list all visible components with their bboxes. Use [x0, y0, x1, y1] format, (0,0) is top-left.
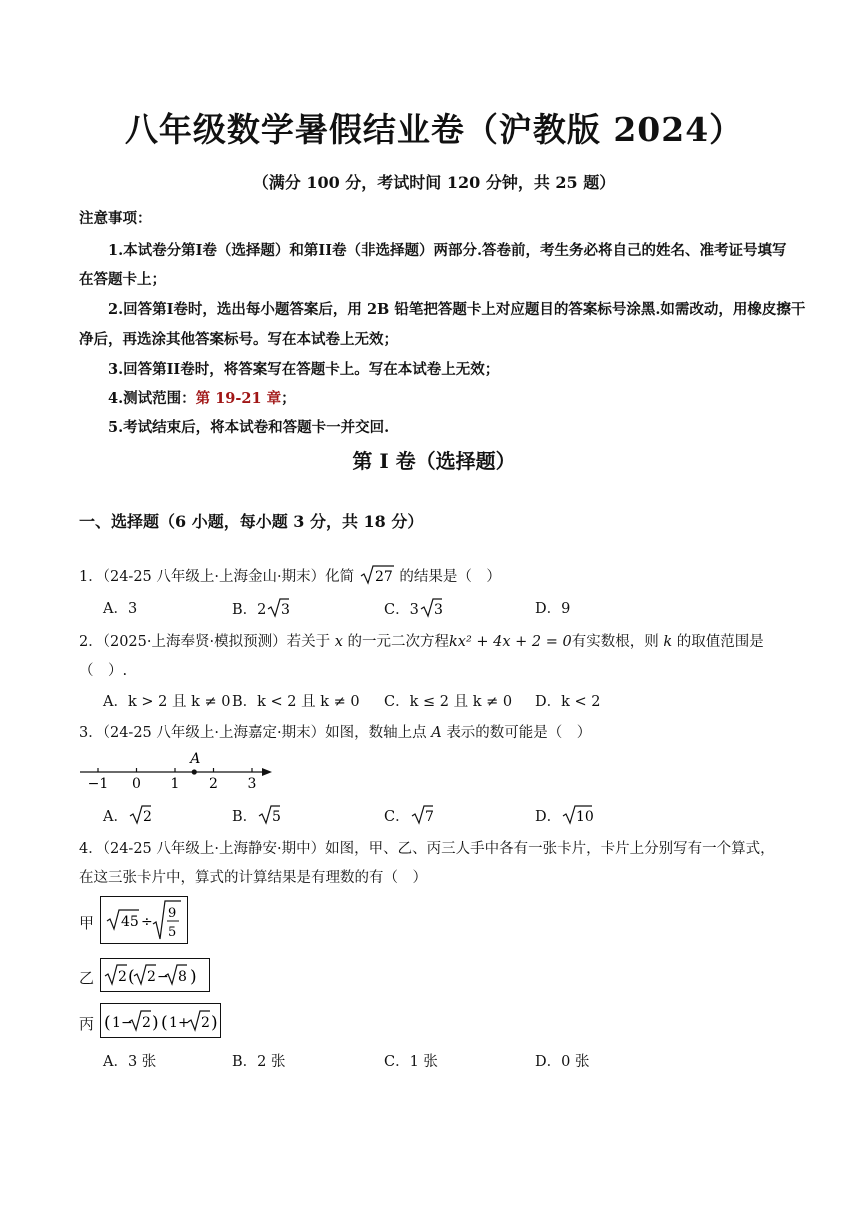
exam-subtitle: （满分 100 分，考试时间 120 分钟，共 25 题）	[252, 173, 616, 192]
notes-item-1-cont: 在答题卡上；	[79, 271, 166, 288]
tick-label: 2	[209, 776, 218, 792]
q1-option-a[interactable]: A．3	[103, 601, 138, 617]
question-1-stem	[79, 564, 501, 586]
coefficient: 2	[257, 602, 267, 618]
notes-item-2: 2.回答第I卷时，选出每小题答案后，用 2B 铅笔把答题卡上对应题目的答案标号涂黑.如需改动，用橡皮擦干	[108, 301, 806, 318]
radicand: 2	[118, 969, 127, 985]
equation: kx² + 4x + 2 = 0	[449, 634, 572, 650]
q2-option-a[interactable]: A．k > 2 且 k ≠ 0	[103, 694, 231, 710]
q3-option-d[interactable]	[535, 804, 593, 826]
question-3-text: 3．（24-25 八年级上·上海嘉定·期末）如图，数轴上点	[79, 725, 427, 741]
question-2-stem-cont: （ ）.	[79, 663, 128, 679]
tick-labels	[88, 776, 257, 792]
test-range: 第 19-21 章	[195, 390, 282, 407]
tick-label: 3	[247, 776, 257, 792]
sqrt-10-icon	[561, 804, 593, 826]
q2-option-c[interactable]: C．k ≤ 2 且 k ≠ 0	[384, 694, 513, 710]
card-bing	[100, 1003, 221, 1038]
card-label-yi: 乙	[79, 969, 95, 987]
notes-item-2-cont: 净后，再选涂其他答案标号。写在本试卷上无效；	[79, 331, 398, 348]
exam-title: 八年级数学暑假结业卷（沪教版 2024）	[124, 110, 744, 149]
card-jia-expression	[101, 897, 189, 945]
option-label: B．	[232, 809, 258, 825]
number-line-figure	[76, 748, 276, 794]
section-title: 第 I 卷（选择题）	[352, 449, 516, 473]
card-yi-expression	[101, 959, 211, 993]
q4-option-c[interactable]: C．1 张	[384, 1054, 438, 1070]
minus-sign: −	[121, 1015, 133, 1031]
sqrt-2-icon	[128, 804, 152, 826]
card-bing-expression	[101, 1004, 222, 1039]
point-a-label: A	[190, 751, 201, 767]
number-one: 1	[169, 1015, 178, 1031]
fraction-denominator: 5	[168, 925, 177, 940]
q1-option-c[interactable]	[384, 597, 443, 619]
q2-option-d[interactable]: D．k < 2	[535, 694, 601, 710]
card-label-bing: 丙	[79, 1015, 95, 1033]
svg-text:(: (	[161, 1013, 168, 1033]
notes-item-4-suffix: ；	[281, 390, 296, 407]
question-4-stem-cont: 在这三张卡片中，算式的计算结果是有理数的有（ ）	[79, 870, 427, 886]
svg-text:): )	[211, 1013, 218, 1033]
radicand: 45	[121, 914, 139, 930]
option-label: C．	[384, 602, 410, 618]
radicand: 3	[281, 602, 291, 618]
option-label: B．	[232, 602, 258, 618]
option-label: D．	[535, 809, 562, 825]
notes-item-4-prefix: 4.测试范围：	[108, 390, 196, 407]
point-name: A	[431, 725, 442, 741]
notes-heading: 注意事项：	[79, 210, 152, 227]
tick-label: −1	[87, 776, 109, 792]
radicand: 2	[201, 1015, 210, 1031]
question-4-stem: 4．（24-25 八年级上·上海静安·期中）如图，甲、乙、丙三人手中各有一张卡片，卡片上分别写有一个算式，	[79, 841, 775, 857]
number-one: 1	[112, 1015, 121, 1031]
radicand: 7	[424, 809, 434, 825]
tick-label: 1	[170, 776, 180, 792]
card-yi	[100, 958, 210, 992]
question-2-text-end: 的取值范围是	[676, 634, 764, 650]
card-jia	[100, 896, 188, 944]
sqrt-3-icon	[419, 597, 443, 619]
question-2-text-mid: 的一元二次方程	[347, 634, 449, 650]
radicand: 2	[142, 1015, 151, 1031]
option-label: C．	[384, 809, 410, 825]
radicand: 2	[147, 969, 156, 985]
q1-option-b[interactable]	[232, 597, 290, 619]
sqrt-5-icon	[257, 804, 281, 826]
svg-text:): )	[190, 967, 197, 987]
question-2-text: 2．（2025·上海奉贤·模拟预测）若关于	[79, 634, 331, 650]
q4-option-a[interactable]: A．3 张	[103, 1054, 157, 1070]
notes-item-4	[108, 387, 296, 408]
sqrt-7-icon	[410, 804, 434, 826]
radicand: 8	[178, 969, 187, 985]
question-1-text: 1．（24-25 八年级上·上海金山·期末）化简	[79, 569, 355, 585]
part-title: 一、选择题（6 小题，每小题 3 分，共 18 分）	[79, 512, 424, 531]
divide-sign: ÷	[141, 914, 153, 930]
variable-x: x	[334, 634, 343, 650]
question-2-text-mid2: 有实数根，则	[571, 634, 659, 650]
q4-option-b[interactable]: B．2 张	[232, 1054, 286, 1070]
radicand: 27	[374, 569, 393, 585]
question-2-stem	[79, 630, 764, 651]
coefficient: 3	[409, 602, 419, 618]
q2-option-b[interactable]: B．k < 2 且 k ≠ 0	[232, 694, 360, 710]
svg-text:(: (	[104, 1013, 111, 1033]
radicand: 2	[142, 809, 152, 825]
sqrt-27-icon	[359, 564, 395, 586]
card-label-jia: 甲	[79, 914, 95, 932]
tick-label: 0	[132, 776, 141, 792]
q3-option-a[interactable]	[103, 804, 152, 826]
minus-sign: −	[157, 969, 169, 985]
radicand: 10	[576, 809, 594, 825]
radicand: 5	[272, 809, 282, 825]
svg-text:(: (	[128, 967, 135, 987]
question-3-text-end: 表示的数可能是（ ）	[446, 725, 592, 741]
notes-item-5: 5.考试结束后，将本试卷和答题卡一并交回.	[108, 419, 390, 436]
fraction-numerator: 9	[168, 906, 177, 921]
q4-option-d[interactable]: D．0 张	[535, 1054, 590, 1070]
sqrt-3-icon	[266, 597, 290, 619]
q1-option-d[interactable]: D．9	[535, 601, 571, 617]
arrow-right-icon	[262, 768, 272, 776]
notes-item-3: 3.回答第II卷时，将答案写在答题卡上。写在本试卷上无效；	[108, 361, 500, 378]
option-label: A．	[103, 809, 128, 825]
svg-text:): )	[152, 1013, 159, 1033]
point-a-marker	[192, 769, 197, 774]
notes-item-1: 1.本试卷分第I卷（选择题）和第II卷（非选择题）两部分.答卷前，考生务必将自己的姓名、准考证号填写	[108, 242, 787, 259]
question-3-stem	[79, 721, 591, 742]
radicand: 3	[433, 602, 443, 618]
question-1-text-end: 的结果是（ ）	[399, 569, 501, 585]
q3-option-b[interactable]	[232, 804, 281, 826]
variable-k: k	[663, 634, 673, 650]
plus-sign: +	[178, 1015, 190, 1031]
q3-option-c[interactable]	[384, 804, 434, 826]
